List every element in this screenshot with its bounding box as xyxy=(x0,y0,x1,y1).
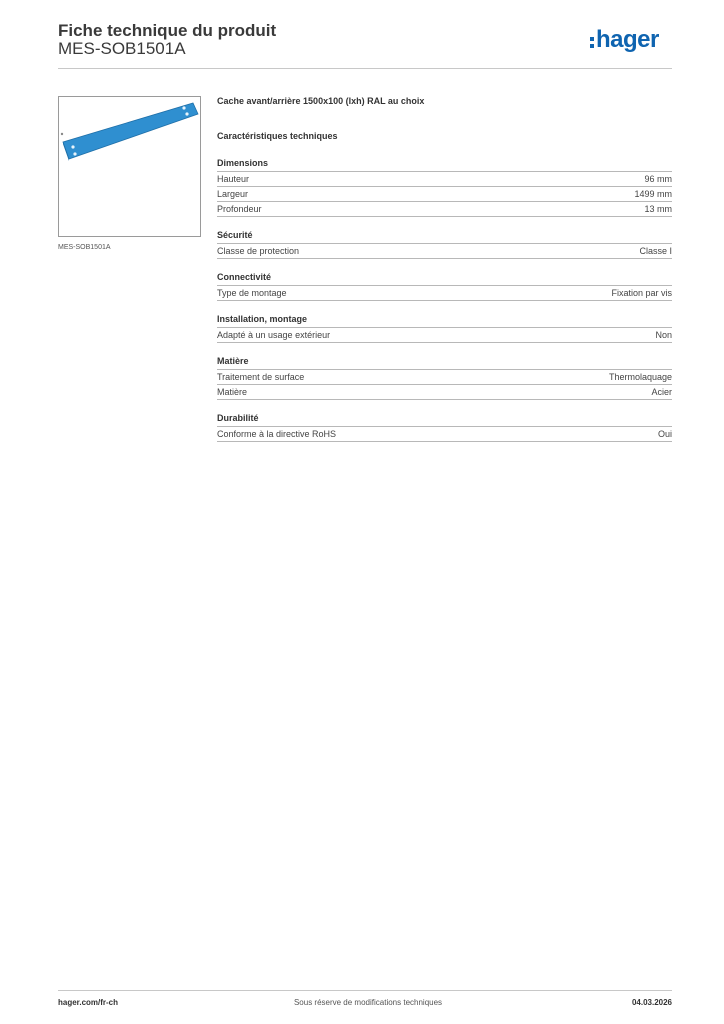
section-heading: Connectivité xyxy=(217,272,672,286)
spec-label: Adapté à un usage extérieur xyxy=(217,330,331,340)
spec-section xyxy=(217,314,672,343)
product-title: Cache avant/arrière 1500x100 (lxh) RAL au choix xyxy=(217,96,425,106)
spec-value: Thermolaquage xyxy=(608,372,672,382)
image-caption: MES-SOB1501A xyxy=(58,244,111,251)
spec-label: Type de montage xyxy=(217,288,287,298)
spec-row xyxy=(217,202,672,217)
spec-value: Acier xyxy=(651,387,672,397)
section-heading: Installation, montage xyxy=(217,314,672,328)
section-heading: Durabilité xyxy=(217,413,672,427)
spec-row xyxy=(217,385,672,400)
spec-label: Classe de protection xyxy=(217,246,300,256)
spec-value: Oui xyxy=(657,429,672,439)
footer-disclaimer: Sous réserve de modifications techniques xyxy=(293,998,443,1007)
header-divider xyxy=(58,68,672,69)
logo-text: hager xyxy=(596,26,659,53)
footer-divider xyxy=(58,990,672,991)
spec-value: Fixation par vis xyxy=(611,288,672,298)
footer-date: 04.03.2026 xyxy=(631,998,672,1007)
spec-section xyxy=(217,413,672,442)
hager-logo[interactable] xyxy=(590,26,659,54)
spec-value: Classe I xyxy=(639,246,672,256)
spec-row xyxy=(217,286,672,301)
spec-value: Non xyxy=(655,330,672,340)
page-title: Fiche technique du produit xyxy=(58,21,277,40)
spec-row xyxy=(217,187,672,202)
spec-row xyxy=(217,328,672,343)
spec-label: Conforme à la directive RoHS xyxy=(217,429,337,439)
spec-section xyxy=(217,230,672,259)
spec-label: Matière xyxy=(217,387,248,397)
spec-label: Largeur xyxy=(217,189,249,199)
footer-website-link[interactable]: hager.com/fr-ch xyxy=(58,998,119,1007)
section-heading: Dimensions xyxy=(217,158,672,172)
tech-title: Caractéristiques techniques xyxy=(217,131,338,141)
spec-label: Hauteur xyxy=(217,174,250,184)
spec-row xyxy=(217,172,672,187)
spec-sections xyxy=(217,158,672,442)
section-heading: Matière xyxy=(217,356,672,370)
spec-value: 13 mm xyxy=(644,204,672,214)
section-heading: Sécurité xyxy=(217,230,672,244)
spec-label: Profondeur xyxy=(217,204,262,214)
spec-section xyxy=(217,272,672,301)
product-reference: MES-SOB1501A xyxy=(58,39,186,58)
spec-label: Traitement de surface xyxy=(217,372,305,382)
spec-row xyxy=(217,427,672,442)
blue-metal-cover-plate-icon xyxy=(59,97,200,236)
product-image xyxy=(58,96,201,237)
spec-value: 96 mm xyxy=(644,174,672,184)
logo-dots-icon xyxy=(590,37,594,48)
spec-row xyxy=(217,244,672,259)
spec-section xyxy=(217,356,672,400)
spec-value: 1499 mm xyxy=(634,189,672,199)
spec-content xyxy=(217,96,672,442)
spec-section xyxy=(217,158,672,217)
spec-row xyxy=(217,370,672,385)
